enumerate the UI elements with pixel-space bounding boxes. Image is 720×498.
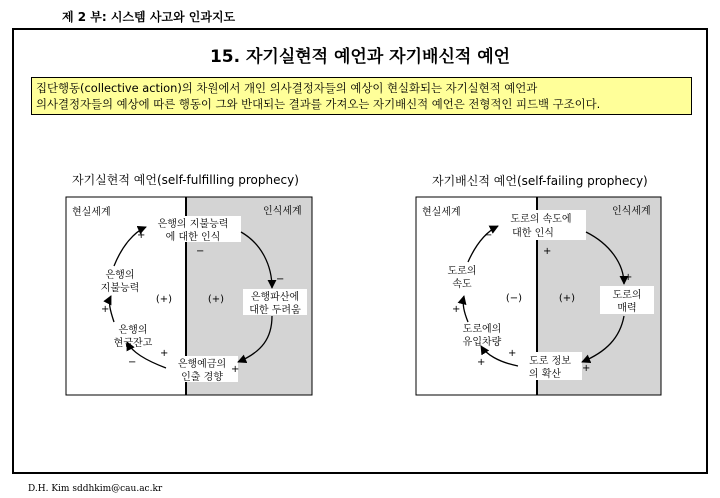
left-loop-marker-real: (+)	[155, 294, 173, 305]
section-header: 제 2 부: 시스템 사고와 인과지도	[62, 10, 236, 24]
right-sign: +	[582, 363, 591, 374]
node-inflow-l2: 유입차량	[462, 337, 502, 348]
node-speed-l2: 속도	[452, 279, 472, 290]
right-diagram-caption: 자기배신적 예언(self-failing prophecy)	[432, 174, 648, 188]
left-perceived-world-label: 인식세계	[263, 206, 302, 217]
node-attractiveness-l1: 도로의	[612, 290, 642, 301]
right-diagram	[416, 197, 661, 395]
slide-title: 15. 자기실현적 예언과 자기배신적 예언	[209, 47, 511, 67]
node-info-spread-l1: 도로 정보	[529, 356, 571, 367]
node-bankruptcy-fear-l1: 은행파산에	[250, 292, 300, 303]
node-speed-l1: 도로의	[447, 266, 477, 277]
right-sign: +	[543, 246, 552, 257]
node-withdrawal-l1: 은행예금의	[177, 359, 227, 370]
node-inflow-l1: 도로에의	[462, 324, 502, 335]
node-cash-l2: 현금잔고	[113, 338, 153, 349]
node-ability-l2: 지불능력	[100, 283, 140, 294]
node-cash-l1: 은행의	[118, 325, 148, 336]
node-speed-perception-l2: 대한 인식	[512, 228, 554, 239]
footer-author: D.H. Kim sddhkim@cau.ac.kr	[28, 484, 163, 494]
right-loop-marker-perceived: (+)	[558, 293, 576, 304]
right-loop-marker-real: (−)	[505, 293, 523, 304]
left-sign: +	[101, 304, 110, 315]
description-line-2: 의사결정자들의 예상에 따른 행동이 그와 반대되는 결과를 가져오는 자기배신적 예언은 전형적인 피드백 구조이다.	[36, 97, 601, 111]
node-withdrawal-l2: 인출 경향	[181, 372, 223, 383]
left-sign: −	[276, 274, 285, 285]
left-sign: −	[128, 357, 137, 368]
left-sign: −	[196, 246, 205, 257]
description-line-1: 집단행동(collective action)의 차원에서 개인 의사결정자들의 예상이 현실화되는 자기실현적 예언과	[36, 81, 538, 95]
left-sign: +	[160, 348, 169, 359]
left-loop-marker-perceived: (+)	[207, 294, 225, 305]
left-diagram	[66, 197, 312, 395]
right-real-world-label: 현실세계	[422, 207, 461, 218]
node-bankruptcy-fear-l2: 대한 두려움	[249, 305, 301, 316]
right-sign: +	[477, 357, 486, 368]
right-sign: +	[508, 348, 517, 359]
node-info-spread-l2: 의 확산	[528, 369, 562, 380]
node-bank-ability-perception-l2: 에 대한 인식	[165, 232, 221, 243]
right-sign: +	[624, 272, 633, 283]
left-sign: +	[231, 364, 240, 375]
left-real-world-label: 현실세계	[72, 207, 111, 218]
left-diagram-caption: 자기실현적 예언(self-fulfilling prophecy)	[72, 173, 299, 187]
node-bank-ability-perception-l1: 은행의 지불능력	[157, 219, 229, 230]
node-speed-perception-l1: 도로의 속도에	[510, 214, 572, 225]
right-perceived-world-label: 인식세계	[612, 206, 651, 217]
right-sign: +	[452, 304, 461, 315]
left-sign: +	[137, 230, 146, 241]
node-ability-l1: 은행의	[105, 270, 135, 281]
right-sign: −	[484, 230, 493, 241]
node-attractiveness-l2: 매력	[617, 303, 637, 314]
